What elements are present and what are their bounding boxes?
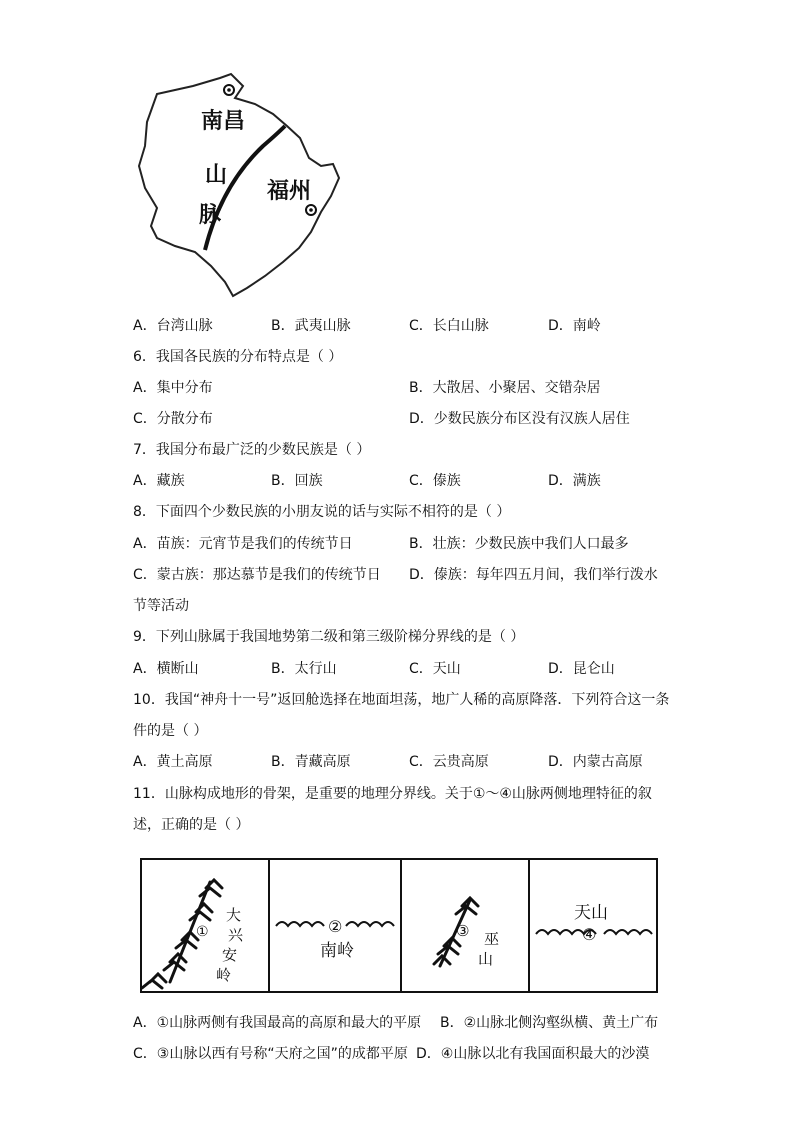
panel-4-number: ④ (582, 925, 597, 944)
q8-option-d: D．傣族：每年四五月间，我们举行泼水 (409, 567, 658, 583)
q9-option-a: A．横断山 (133, 661, 199, 677)
q10-option-b: B．青藏高原 (271, 754, 351, 770)
panel-3-name-1: 巫 (484, 930, 500, 948)
panel-1-name-2: 兴 (228, 926, 244, 944)
q8-option-d-continued: 节等活动 (133, 598, 189, 614)
q9-stem: 9．下列山脉属于我国地势第二级和第三级阶梯分界线的是（ ） (133, 629, 525, 645)
map-label-fuzhou: 福州 (267, 179, 312, 204)
q6-option-d: D．少数民族分布区没有汉族人居住 (409, 411, 630, 427)
q11-stem-line2: 述，正确的是（ ） (133, 817, 250, 833)
q5-option-a: A．台湾山脉 (133, 318, 213, 334)
map-outline (135, 66, 350, 298)
map-label-mountain-1: 山 (205, 163, 228, 188)
q8-option-b: B．壮族：少数民族中我们人口最多 (409, 536, 629, 552)
panel-1-name-4: 岭 (216, 966, 232, 984)
q6-option-b: B．大散居、小聚居、交错杂居 (409, 380, 601, 396)
q6-option-a: A．集中分布 (133, 380, 213, 396)
mountain-panels-figure (140, 858, 658, 993)
q9-option-b: B．太行山 (271, 661, 337, 677)
panel-3-name-2: 山 (478, 950, 494, 968)
q10-stem-line2: 件的是（ ） (133, 723, 208, 739)
q6-option-c: C．分散分布 (133, 411, 213, 427)
panel-3-number: ③ (456, 922, 470, 940)
panel-4-name: 天山 (574, 903, 608, 923)
panel-1-name-3: 安 (222, 946, 238, 964)
map-label-nanchang: 南昌 (201, 109, 246, 134)
q7-stem: 7．我国分布最广泛的少数民族是（ ） (133, 442, 371, 458)
q9-option-c: C．天山 (409, 661, 461, 677)
q8-option-a: A．苗族：元宵节是我们的传统节日 (133, 536, 353, 552)
q10-option-d: D．内蒙古高原 (548, 754, 643, 770)
q11-option-d: D．④山脉以北有我国面积最大的沙漠 (416, 1046, 650, 1062)
q10-option-c: C．云贵高原 (409, 754, 489, 770)
q10-stem-line1: 10．我国“神舟十一号”返回舱选择在地面坦荡，地广人稀的高原降落．下列符合这一条 (133, 692, 670, 708)
q7-option-b: B．回族 (271, 473, 323, 489)
q5-option-c: C．长白山脉 (409, 318, 489, 334)
q11-option-a: A．①山脉两侧有我国最高的高原和最大的平原 (133, 1015, 422, 1031)
q7-option-a: A．藏族 (133, 473, 185, 489)
q5-option-d: D．南岭 (548, 318, 601, 334)
q10-option-a: A．黄土高原 (133, 754, 213, 770)
q11-option-c: C．③山脉以西有号称“天府之国”的成都平原 (133, 1046, 408, 1062)
panel-1-name-1: 大 (226, 906, 242, 924)
panel-2-name: 南岭 (320, 941, 354, 961)
q8-option-c: C．蒙古族：那达慕节是我们的传统节日 (133, 567, 381, 583)
q7-option-d: D．满族 (548, 473, 601, 489)
mountain-range-1-icon (142, 880, 222, 988)
q8-stem: 8．下面四个少数民族的小朋友说的话与实际不相符的是（ ） (133, 504, 511, 520)
panel-2-number: ② (328, 917, 343, 936)
province-map (135, 66, 350, 298)
panel-1-number: ① (196, 924, 209, 940)
q9-option-d: D．昆仑山 (548, 661, 615, 677)
q11-option-b: B．②山脉北侧沟壑纵横、黄土广布 (440, 1015, 659, 1031)
map-label-mountain-2: 脉 (199, 203, 222, 228)
q7-option-c: C．傣族 (409, 473, 461, 489)
q11-stem-line1: 11．山脉构成地形的骨架，是重要的地理分界线。关于①～④山脉两侧地理特征的叙 (133, 786, 652, 802)
q5-option-b: B．武夷山脉 (271, 318, 351, 334)
q6-stem: 6．我国各民族的分布特点是（ ） (133, 349, 343, 365)
